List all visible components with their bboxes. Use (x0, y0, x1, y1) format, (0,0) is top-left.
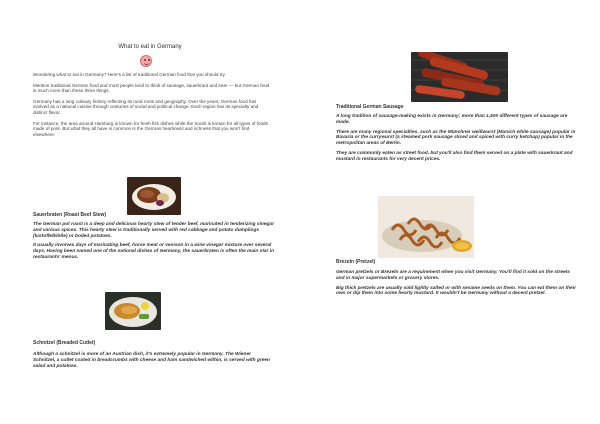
intro-paragraph: For instance, the area around Hamburg is known for fresh fish dishes while the South is known for all types of foods made of pork. But what they all have in common is the German heartiness and richness that you won't find elsewhere. (33, 120, 268, 137)
section-heading-sausage: Traditional German Sausage (336, 104, 404, 110)
intro-paragraph: Wondering what to eat in Germany? Here's a list of traditional German food that you should try. (33, 72, 226, 77)
section-body-sausage (336, 114, 576, 167)
section-body-schnitzel (33, 352, 271, 373)
intro-paragraph: Mention traditional German food and most people tend to think of sausage, sauerkraut and beer — but German food is much more than these three things. (33, 82, 270, 94)
pretzel-photo (378, 196, 474, 258)
section-paragraph: The German pot roast is a deep and delicious hearty stew of tender beef, marinated in tenderizing vinegar and various spices. This hearty stew is traditionally served with red cabbage and potato dumplings (kartoffelklöße) or boiled potatoes. (33, 222, 274, 239)
section-paragraph: A long tradition of sausage-making exists in Germany; more than 1,500 different types of sausage are made. (336, 114, 568, 125)
section-body-brezeln (336, 270, 576, 301)
section-heading-brezeln: Brezeln (Pretzel) (336, 259, 376, 265)
section-paragraph: Big thick pretzels are usually sold lightly salted or with sesame seeds on them. You can eat them on their own or dip them into some hearty mustard. It wouldn't be Germany without a decent pretzel. (336, 285, 576, 297)
section-paragraph: Although a schnitzel is more of an Austrian dish, it's extremely popular in Germany. The Wiener Schnitzel, a cutlet coated in breadcrumbs with cheese and ham sandwiched within, is served with green salad and potatoes. (33, 352, 270, 369)
sauerbraten-photo (127, 177, 181, 215)
section-heading-sauerbraten: Sauerbraten (Roast Beef Stew) (33, 212, 107, 218)
section-paragraph: There are many regional specialties, such as the Münchner weißwurst (Munich white sausage) popular in Bavaria or the currywurst (a steamed pork sausage sliced and spiced with curry ketchup) popular in the metropolitan areas of Berlin. (336, 129, 576, 147)
section-paragraph: German pretzels or Brezeln are a requirement when you visit Germany. You'll find it sold on the streets and in major supermarkets or grocery stores. (336, 270, 570, 281)
intro-text (33, 72, 270, 142)
section-body-sauerbraten (33, 222, 283, 265)
intro-paragraph: Germany has a long culinary history reflecting its rural roots and geography. Over the years, German food has evolved as a national cuisine through centuries of social and political change. Each region has its specialty and distinct flavor. (33, 98, 259, 115)
section-heading-schnitzel: Schnitzel (Breaded Cutlet) (33, 340, 96, 346)
section-paragraph: It usually involves days of marinating beef, horse meat or venison in a wine vinegar mixture over several days. Having been named one of the national dishes of Germany, the sauerbraten is often the main star in restaurants' menus. (33, 243, 275, 260)
schnitzel-photo (105, 292, 161, 330)
page-title: What to eat in Germany (118, 44, 182, 50)
section-paragraph: They are commonly eaten as street food, but you'll also find them served on a plate with sauerkraut and mustard in restaurants for very decent prices. (336, 150, 573, 162)
sausage-photo (411, 52, 508, 102)
smiley-face-icon (140, 55, 152, 67)
